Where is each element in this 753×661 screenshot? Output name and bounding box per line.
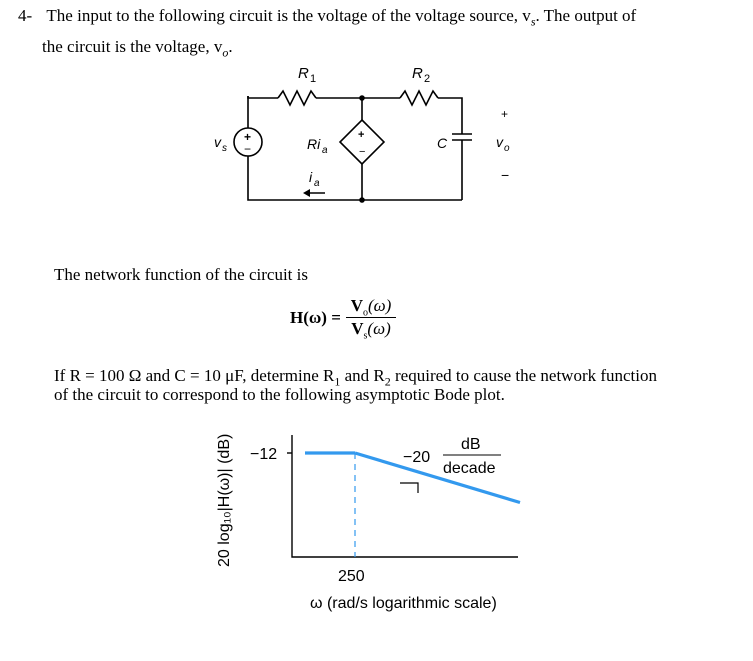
vs-subscript: s — [530, 14, 536, 29]
slope-unit-denominator: decade — [443, 460, 496, 477]
r1-resistor — [278, 91, 316, 105]
bode-plot — [205, 415, 545, 620]
given-end: required to cause the network function — [390, 366, 658, 385]
ccvs-label: Ri — [307, 136, 321, 152]
y-axis-label: 20 log₁₀|H(ω)| (dB) — [216, 433, 233, 567]
num-arg: (ω) — [367, 296, 392, 315]
r1-label: R — [298, 65, 309, 82]
vs-minus: − — [244, 142, 252, 156]
network-function-text: The network function of the circuit is — [54, 265, 308, 284]
vo-label: v — [496, 134, 503, 150]
vo-subscript: o — [222, 45, 229, 60]
problem-text-2: the circuit is the voltage, v — [42, 37, 223, 56]
c-label: C — [437, 135, 448, 151]
given-line-2: of the circuit to correspond to the following asymptotic Bode plot. — [54, 385, 505, 404]
y-tick-label: −12 — [250, 446, 278, 463]
node-bottom — [359, 197, 365, 203]
ccvs-minus: − — [359, 146, 366, 158]
r2-subscript: 2 — [424, 73, 431, 85]
ccvs-plus: + — [358, 129, 365, 141]
den-v: V — [351, 319, 364, 338]
den-arg: (ω) — [367, 319, 391, 338]
given-sub-1: 1 — [334, 374, 341, 389]
equation-numerator — [346, 296, 396, 318]
vo-plus: + — [501, 107, 509, 121]
num-sub: o — [362, 307, 368, 319]
x-tick-label: 250 — [338, 568, 365, 585]
vs-plus: + — [244, 130, 252, 144]
den-sub: s — [363, 330, 368, 342]
problem-text-2-end: . — [228, 37, 233, 56]
given-text-1: If R = 100 Ω and C = 10 μF, determine R — [54, 366, 335, 385]
vo-minus: − — [501, 167, 510, 183]
ccvs-label-sub: a — [322, 145, 328, 156]
problem-text-1-end: . The output of — [535, 6, 637, 25]
circuit-diagram — [200, 58, 530, 208]
x-axis-label: ω (rad/s logarithmic scale) — [310, 595, 497, 612]
ia-label: i — [309, 169, 313, 185]
problem-number: 4- — [18, 6, 33, 25]
problem-line-1 — [18, 6, 636, 31]
given-mid: and R — [340, 366, 385, 385]
ia-label-sub: a — [314, 178, 320, 189]
node-top — [359, 95, 365, 101]
capacitor — [452, 134, 472, 140]
network-function-equation — [290, 296, 430, 342]
slope-label: −20 — [403, 449, 431, 466]
r1-subscript: 1 — [310, 73, 317, 85]
vs-label-sub: s — [222, 143, 227, 154]
r2-resistor — [400, 91, 438, 105]
equation-lhs: H(ω) = — [290, 308, 341, 327]
num-v: V — [350, 296, 363, 315]
r2-label: R — [412, 65, 423, 82]
vs-label: v — [214, 134, 221, 150]
vo-label-sub: o — [504, 143, 510, 154]
problem-text-1: The input to the following circuit is the voltage of the voltage source, v — [46, 6, 531, 25]
equation-denominator — [346, 319, 396, 341]
slope-marker — [400, 483, 418, 493]
given-sub-2: 2 — [384, 374, 391, 389]
slope-unit-numerator: dB — [461, 436, 481, 453]
fraction-bar — [346, 317, 396, 318]
